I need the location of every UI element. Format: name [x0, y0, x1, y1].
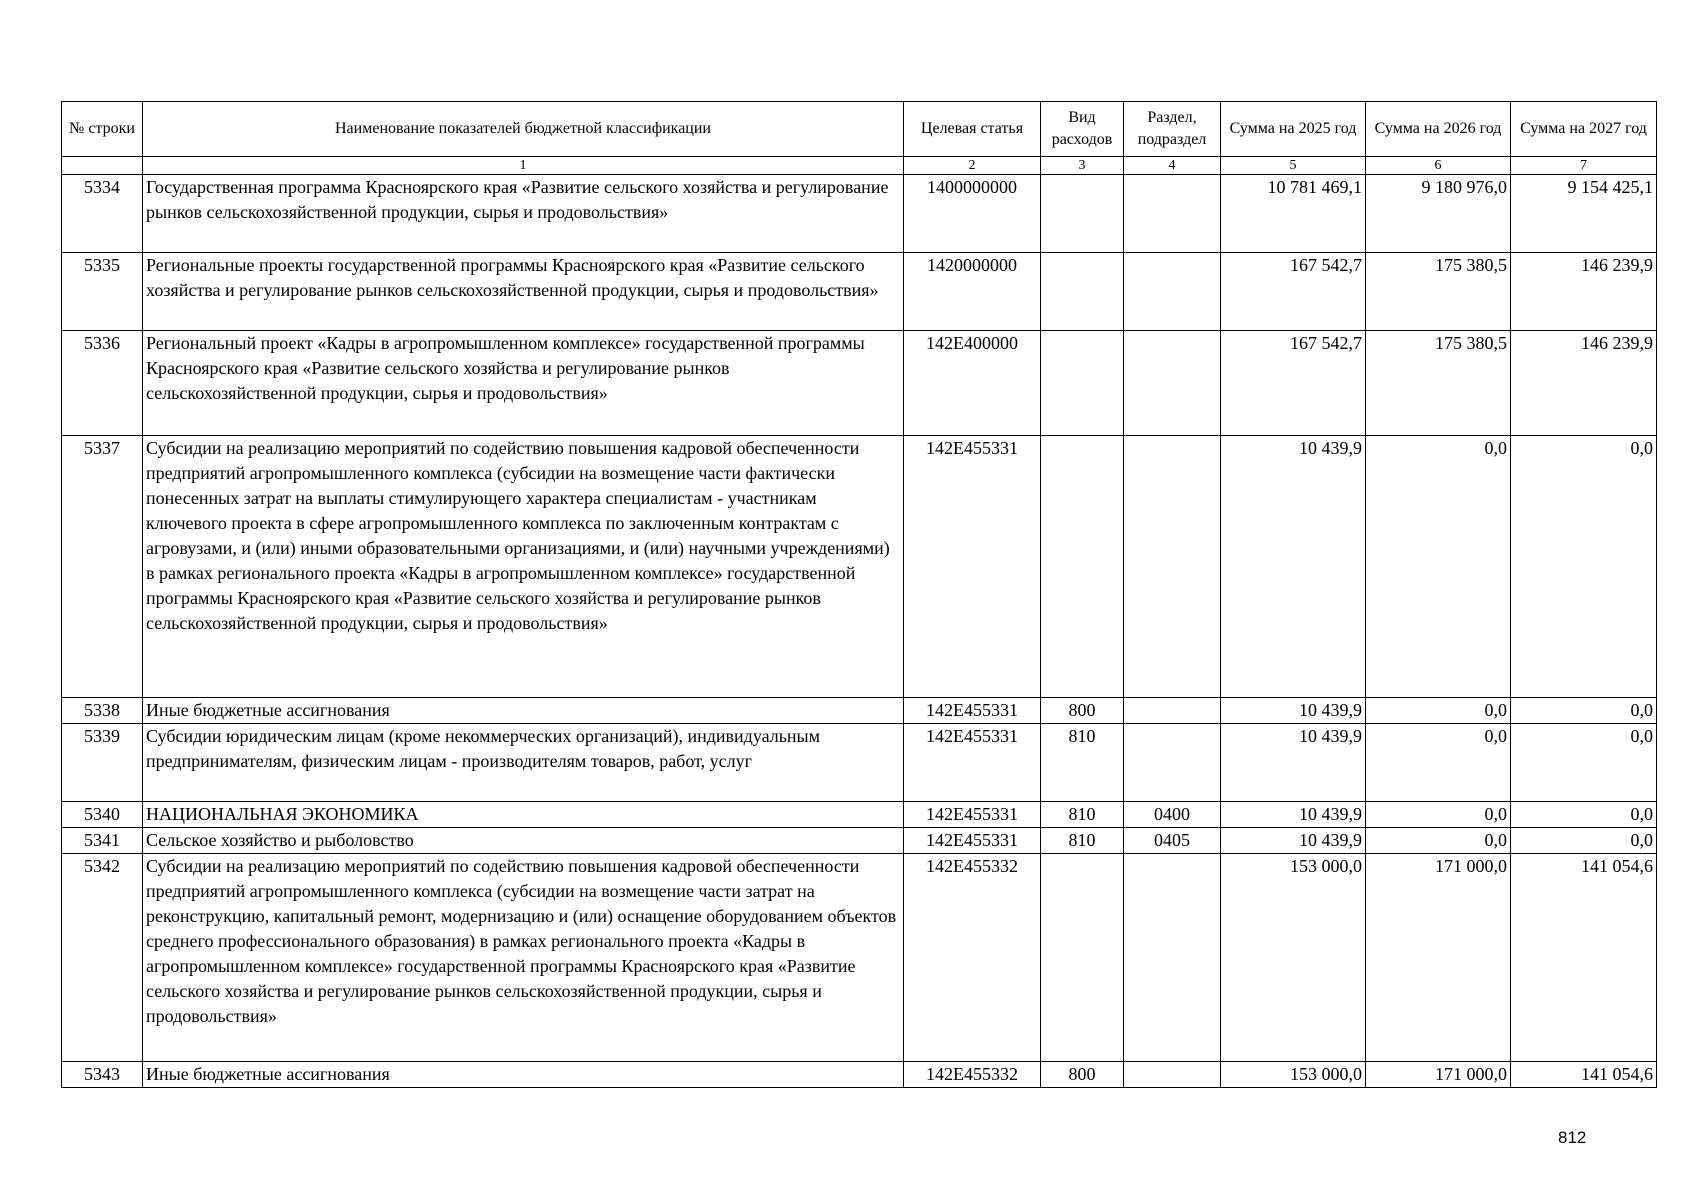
- column-number: 2: [904, 157, 1041, 175]
- table-row: [62, 1062, 1657, 1088]
- sum-2025: 10 439,9: [1221, 436, 1366, 698]
- row-number: 5336: [62, 331, 143, 436]
- header-sum-2025: Сумма на 2025 год: [1221, 102, 1366, 157]
- sum-2027: 141 054,6: [1511, 854, 1657, 1062]
- column-number: 5: [1221, 157, 1366, 175]
- page-number: 812: [1558, 1128, 1587, 1147]
- table-row: [62, 698, 1657, 724]
- header-row-number: № строки: [62, 102, 143, 157]
- sum-2026: 9 180 976,0: [1366, 175, 1511, 253]
- indicator-name: Иные бюджетные ассигнования: [143, 698, 904, 724]
- table-row: [62, 175, 1657, 253]
- section-code: 0405: [1124, 828, 1221, 854]
- sum-2027: 0,0: [1511, 724, 1657, 802]
- target-article: 142Е455331: [904, 698, 1041, 724]
- expense-type: 800: [1041, 1062, 1124, 1088]
- section-code: [1124, 436, 1221, 698]
- sum-2027: 141 054,6: [1511, 1062, 1657, 1088]
- sum-2025: 10 439,9: [1221, 698, 1366, 724]
- column-number-row: [62, 157, 1657, 175]
- expense-type: [1041, 436, 1124, 698]
- table-row: [62, 436, 1657, 698]
- sum-2025: 153 000,0: [1221, 854, 1366, 1062]
- row-number: 5343: [62, 1062, 143, 1088]
- sum-2027: 146 239,9: [1511, 331, 1657, 436]
- sum-2025: 10 439,9: [1221, 828, 1366, 854]
- section-code: [1124, 854, 1221, 1062]
- sum-2026: 0,0: [1366, 828, 1511, 854]
- indicator-name: Субсидии на реализацию мероприятий по содействию повышения кадровой обеспеченности предприятий агропромышленного комплекса (субсидии на возмещение части затрат на реконструкцию, капитальный ремонт, модернизацию и (или) оснащение оборудованием объектов среднего профессионального образования) в рамках регионального проекта «Кадры в агропромышленном комплексе» государственной программы Красноярского края «Развитие сельского хозяйства и регулирование рынков сельскохозяйственной продукции, сырья и продовольствия»: [143, 854, 904, 1062]
- sum-2025: 10 439,9: [1221, 724, 1366, 802]
- header-section: Раздел, подраздел: [1124, 102, 1221, 157]
- column-number: 1: [143, 157, 904, 175]
- expense-type: [1041, 175, 1124, 253]
- sum-2027: 9 154 425,1: [1511, 175, 1657, 253]
- header-target-article: Целевая статья: [904, 102, 1041, 157]
- header-sum-2026: Сумма на 2026 год: [1366, 102, 1511, 157]
- sum-2025: 10 781 469,1: [1221, 175, 1366, 253]
- row-number: 5339: [62, 724, 143, 802]
- header-sum-2027: Сумма на 2027 год: [1511, 102, 1657, 157]
- expense-type: 810: [1041, 802, 1124, 828]
- column-number: 3: [1041, 157, 1124, 175]
- section-code: [1124, 253, 1221, 331]
- table-row: [62, 854, 1657, 1062]
- section-code: [1124, 1062, 1221, 1088]
- sum-2026: 0,0: [1366, 724, 1511, 802]
- section-code: 0400: [1124, 802, 1221, 828]
- sum-2027: 0,0: [1511, 828, 1657, 854]
- row-number: 5337: [62, 436, 143, 698]
- target-article: 1420000000: [904, 253, 1041, 331]
- target-article: 142Е455332: [904, 1062, 1041, 1088]
- target-article: 142Е455331: [904, 828, 1041, 854]
- indicator-name: Иные бюджетные ассигнования: [143, 1062, 904, 1088]
- sum-2025: 10 439,9: [1221, 802, 1366, 828]
- target-article: 142Е400000: [904, 331, 1041, 436]
- row-number: 5334: [62, 175, 143, 253]
- target-article: 142Е455332: [904, 854, 1041, 1062]
- table-row: [62, 724, 1657, 802]
- sum-2026: 175 380,5: [1366, 331, 1511, 436]
- sum-2025: 167 542,7: [1221, 331, 1366, 436]
- row-number: 5340: [62, 802, 143, 828]
- sum-2026: 0,0: [1366, 436, 1511, 698]
- expense-type: 800: [1041, 698, 1124, 724]
- target-article: 142Е455331: [904, 436, 1041, 698]
- target-article: 142Е455331: [904, 802, 1041, 828]
- sum-2027: 0,0: [1511, 436, 1657, 698]
- header-name: Наименование показателей бюджетной классификации: [143, 102, 904, 157]
- table-row: [62, 828, 1657, 854]
- sum-2027: 146 239,9: [1511, 253, 1657, 331]
- expense-type: 810: [1041, 724, 1124, 802]
- section-code: [1124, 331, 1221, 436]
- header-expense-type: Вид расходов: [1041, 102, 1124, 157]
- sum-2025: 167 542,7: [1221, 253, 1366, 331]
- row-number: 5338: [62, 698, 143, 724]
- indicator-name: Сельское хозяйство и рыболовство: [143, 828, 904, 854]
- sum-2025: 153 000,0: [1221, 1062, 1366, 1088]
- expense-type: [1041, 253, 1124, 331]
- sum-2026: 171 000,0: [1366, 1062, 1511, 1088]
- row-number: 5341: [62, 828, 143, 854]
- table-row: [62, 253, 1657, 331]
- column-number: 4: [1124, 157, 1221, 175]
- indicator-name: Региональные проекты государственной программы Красноярского края «Развитие сельского хозяйства и регулирование рынков сельскохозяйственной продукции, сырья и продовольствия»: [143, 253, 904, 331]
- section-code: [1124, 698, 1221, 724]
- target-article: 1400000000: [904, 175, 1041, 253]
- row-number: 5335: [62, 253, 143, 331]
- budget-table: [61, 101, 1657, 1088]
- expense-type: [1041, 331, 1124, 436]
- indicator-name: Региональный проект «Кадры в агропромышленном комплексе» государственной программы Красноярского края «Развитие сельского хозяйства и регулирование рынков сельскохозяйственной продукции, сырья и продовольствия»: [143, 331, 904, 436]
- sum-2026: 0,0: [1366, 698, 1511, 724]
- indicator-name: НАЦИОНАЛЬНАЯ ЭКОНОМИКА: [143, 802, 904, 828]
- sum-2027: 0,0: [1511, 698, 1657, 724]
- header-row: [62, 102, 1657, 157]
- column-number: [62, 157, 143, 175]
- sum-2026: 171 000,0: [1366, 854, 1511, 1062]
- target-article: 142Е455331: [904, 724, 1041, 802]
- sum-2027: 0,0: [1511, 802, 1657, 828]
- expense-type: 810: [1041, 828, 1124, 854]
- table-row: [62, 331, 1657, 436]
- indicator-name: Субсидии на реализацию мероприятий по содействию повышения кадровой обеспеченности предприятий агропромышленного комплекса (субсидии на возмещение части фактически понесенных затрат на выплаты стимулирующего характера специалистам - участникам ключевого проекта в сфере агропромышленного комплекса по заключенным контрактам с агровузами, и (или) иными образовательными организациями, и (или) научными учреждениями) в рамках регионального проекта «Кадры в агропромышленном комплексе» государственной программы Красноярского края «Развитие сельского хозяйства и регулирование рынков сельскохозяйственной продукции, сырья и продовольствия»: [143, 436, 904, 698]
- column-number: 7: [1511, 157, 1657, 175]
- section-code: [1124, 175, 1221, 253]
- sum-2026: 0,0: [1366, 802, 1511, 828]
- row-number: 5342: [62, 854, 143, 1062]
- indicator-name: Субсидии юридическим лицам (кроме некоммерческих организаций), индивидуальным предпринимателям, физическим лицам - производителям товаров, работ, услуг: [143, 724, 904, 802]
- section-code: [1124, 724, 1221, 802]
- table-row: [62, 802, 1657, 828]
- expense-type: [1041, 854, 1124, 1062]
- indicator-name: Государственная программа Красноярского края «Развитие сельского хозяйства и регулирование рынков сельскохозяйственной продукции, сырья и продовольствия»: [143, 175, 904, 253]
- sum-2026: 175 380,5: [1366, 253, 1511, 331]
- column-number: 6: [1366, 157, 1511, 175]
